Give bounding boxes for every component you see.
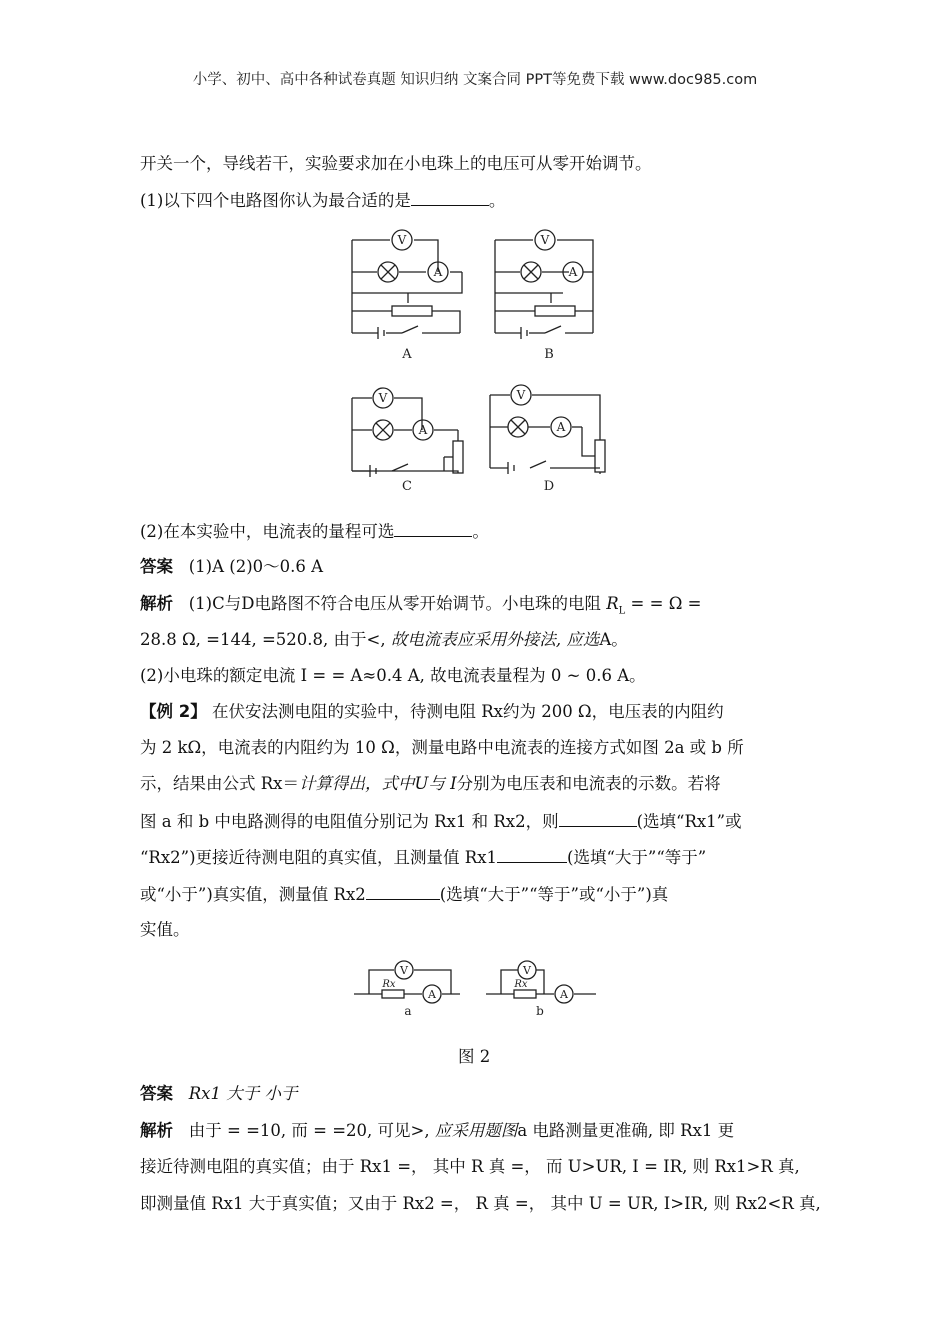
- example-line: [140, 846, 706, 869]
- ammeter-label: A: [556, 420, 566, 434]
- resistor-label: Rx: [514, 979, 528, 990]
- answer-blank: [411, 189, 489, 206]
- example-line: [140, 810, 742, 833]
- voltmeter-label: V: [516, 388, 526, 402]
- voltmeter-label: V: [400, 964, 408, 977]
- analysis-text: = = Ω =: [625, 594, 702, 613]
- example-text: 分别为电压表和电流表的示数。若将: [456, 774, 721, 793]
- answer-blank: [497, 846, 567, 863]
- example-line: 实值。: [140, 920, 190, 939]
- example-line: [140, 883, 668, 906]
- circuit-figure-abcd: [330, 225, 620, 500]
- question-2: [140, 520, 489, 543]
- analysis-text: A。: [599, 630, 628, 649]
- label-a: A: [402, 347, 412, 362]
- ammeter-label: A: [428, 988, 436, 1001]
- resistance-symbol: R: [606, 594, 619, 613]
- example-text: 示，结果由公式 Rx＝: [140, 774, 299, 793]
- subscript: L: [618, 605, 626, 617]
- example-text: 图 a 和 b 中电路测得的电阻值分别记为 Rx1 和 Rx2，则: [140, 812, 559, 831]
- label-c: C: [402, 479, 412, 494]
- voltmeter-label: V: [523, 964, 531, 977]
- label-b: b: [536, 1004, 544, 1018]
- example-line: 为 2 kΩ，电流表的内阻约为 10 Ω，测量电路中电流表的连接方式如图 2a 或 b 所: [140, 738, 744, 757]
- analysis-text: 28.8 Ω, =144, =520.8, 由于<,: [140, 630, 391, 649]
- analysis-text: (1)C与D电路图不符合电压从零开始调节。小电珠的电阻: [188, 594, 607, 613]
- example-text: “Rx2”)更接近待测电阻的真实值，且测量值 Rx1: [140, 848, 498, 867]
- voltmeter-label: V: [397, 233, 407, 247]
- label-a: a: [404, 1004, 412, 1018]
- q2-text: (2)在本实验中，电流表的量程可选: [140, 522, 395, 541]
- question-1: [140, 189, 505, 212]
- answer-label: 答案: [140, 557, 173, 576]
- q1-end: 。: [488, 191, 506, 210]
- figure-caption: 图 2: [458, 1047, 491, 1066]
- circuit-a: [352, 240, 462, 339]
- analysis-line: (2)小电珠的额定电流 I = = A≈0.4 A, 故电流表量程为 0 ~ 0.6 A。: [140, 666, 646, 685]
- answer-blank: [366, 883, 440, 900]
- example-text: (选填“大于”“等于”或“小于”)真: [439, 885, 669, 904]
- label-b: B: [544, 347, 554, 362]
- ammeter-label: A: [418, 423, 428, 437]
- analysis-italic: 故电流表应采用外接法, 应选: [390, 630, 600, 649]
- text-line: 开关一个，导线若干，实验要求加在小电珠上的电压可从零开始调节。: [140, 154, 652, 173]
- ammeter-label: A: [433, 265, 443, 279]
- answer-blank: [394, 520, 472, 537]
- example-text: 或“小于”)真实值，测量值 Rx2: [140, 885, 366, 904]
- label-d: D: [543, 479, 555, 494]
- example-text: (选填“大于”“等于”: [567, 848, 707, 867]
- ammeter-label: A: [568, 265, 578, 279]
- analysis-line: 即测量值 Rx1 大于真实值；又由于 Rx2 =， R 真 =， 其中 U = UR, I>IR, 则 Rx2<R 真,: [140, 1194, 821, 1213]
- answer-label: 答案: [140, 1084, 173, 1103]
- q2-end: 。: [472, 522, 489, 541]
- analysis-label: 解析: [140, 1121, 173, 1140]
- voltmeter-label: V: [540, 233, 550, 247]
- page-header: 小学、初中、高中各种试卷真题 知识归纳 文案合同 PPT等免费下载 www.doc985.com: [192, 72, 758, 88]
- analysis-text: 由于 = =10, 而 = =20, 可见>,: [188, 1121, 435, 1140]
- resistor-label: Rx: [382, 979, 396, 990]
- analysis-label: 解析: [140, 594, 173, 613]
- analysis-text: a 电路测量更准确, 即 Rx1 更: [517, 1121, 735, 1140]
- circuit-fig2-b: [486, 961, 596, 1003]
- answer-text: Rx1 大于 小于: [188, 1084, 298, 1103]
- analysis-line: [140, 1120, 734, 1142]
- analysis-line: [140, 593, 701, 622]
- analysis-line: 接近待测电阻的真实值；由于 Rx1 =， 其中 R 真 =， 而 U>UR, I = IR, 则 Rx1>R 真,: [140, 1157, 800, 1176]
- circuit-d: [490, 385, 605, 474]
- example-text: (选填“Rx1”或: [636, 812, 742, 831]
- answer-text: (1)A (2)0～0.6 A: [188, 557, 324, 576]
- example-line: [140, 701, 724, 723]
- example-text: 在伏安法测电阻的实验中，待测电阻 Rx约为 200 Ω，电压表的内阻约: [206, 702, 724, 721]
- example-italic: 计算得出，式中U与 I: [298, 774, 457, 793]
- circuit-figure-2: [352, 958, 602, 1023]
- voltmeter-label: V: [378, 391, 388, 405]
- answer-blank: [559, 810, 637, 827]
- circuit-c: [352, 388, 463, 477]
- analysis-line: [140, 629, 628, 651]
- answer-line: [140, 1083, 297, 1105]
- q1-text: (1)以下四个电路图你认为最合适的是: [140, 191, 411, 210]
- ammeter-label: A: [560, 988, 568, 1001]
- example-label: 【例 2】: [140, 702, 207, 721]
- answer-line: [140, 556, 323, 578]
- analysis-italic: 应采用题图: [434, 1121, 518, 1140]
- example-line: [140, 773, 721, 795]
